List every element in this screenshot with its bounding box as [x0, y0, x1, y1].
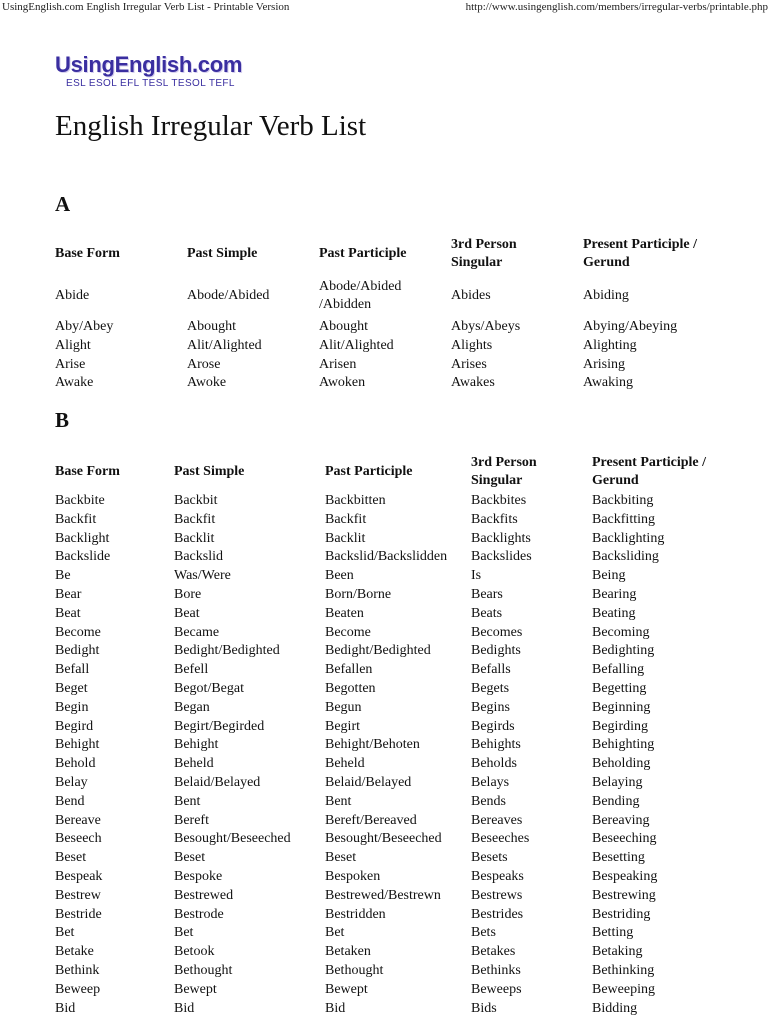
- cell-past-participle: Bedight/Bedighted: [325, 643, 431, 659]
- table-row: [55, 981, 723, 1000]
- cell-base-form: Begird: [55, 718, 94, 734]
- cell-past-simple: Backfit: [174, 511, 216, 527]
- column-header: 3rd Person Singular: [451, 237, 517, 270]
- table-row: [55, 274, 723, 318]
- table-row: [55, 924, 723, 943]
- cell-base-form: Backbite: [55, 493, 105, 508]
- cell-third-person: Besets: [471, 850, 508, 866]
- cell-third-person: Bethinks: [471, 962, 521, 978]
- section-heading-b: B: [55, 408, 70, 432]
- cell-base-form: Bestride: [55, 906, 102, 922]
- cell-present-participle: Bearing: [592, 586, 637, 602]
- cell-past-simple: Bet: [174, 925, 194, 941]
- cell-past-simple: Arose: [187, 356, 221, 372]
- cell-third-person: Abys/Abeys: [451, 319, 521, 334]
- cell-base-form: Behight: [55, 737, 100, 753]
- cell-base-form: Arise: [55, 356, 86, 372]
- column-header: Past Participle: [319, 246, 407, 261]
- table-row: [55, 906, 723, 925]
- cell-present-participle: Beseeching: [592, 831, 657, 847]
- table-row: [55, 736, 723, 755]
- cell-third-person: Arises: [451, 356, 487, 372]
- cell-third-person: Backlights: [471, 530, 531, 546]
- table-row: [55, 812, 723, 831]
- cell-third-person: Is: [471, 568, 482, 584]
- table-row: [55, 624, 723, 643]
- cell-past-simple: Besought/Beseeched: [174, 831, 291, 847]
- cell-present-participle: Beginning: [592, 699, 651, 715]
- cell-past-simple: Beheld: [174, 756, 214, 772]
- cell-base-form: Aby/Abey: [55, 319, 114, 334]
- cell-present-participle: Bestriding: [592, 906, 651, 922]
- cell-past-participle: Bet: [325, 925, 345, 941]
- cell-past-simple: Beset: [174, 850, 206, 866]
- cell-past-simple: Bethought: [174, 962, 233, 978]
- cell-base-form: Beat: [55, 605, 81, 621]
- cell-past-simple: Alit/Alighted: [187, 337, 262, 353]
- print-header-title: UsingEnglish.com English Irregular Verb List - Printable Version: [2, 1, 290, 13]
- cell-past-participle: Bestrewed/Bestrewn: [325, 887, 441, 903]
- cell-third-person: Begirds: [471, 718, 515, 734]
- cell-present-participle: Bespeaking: [592, 868, 658, 884]
- cell-third-person: Bestrides: [471, 906, 524, 922]
- cell-base-form: Beweep: [55, 981, 101, 997]
- cell-third-person: Bets: [471, 925, 496, 941]
- cell-present-participle: Backbiting: [592, 493, 654, 508]
- cell-base-form: Behold: [55, 756, 96, 772]
- cell-past-simple: Became: [174, 624, 220, 640]
- table-header-row: [55, 234, 723, 274]
- table-row: [55, 699, 723, 718]
- cell-past-simple: Bestrode: [174, 906, 224, 922]
- cell-third-person: Behights: [471, 737, 521, 753]
- table-row: [55, 774, 723, 793]
- cell-past-simple: Bestrewed: [174, 887, 234, 903]
- column-header: Past Simple: [187, 246, 258, 261]
- cell-base-form: Bethink: [55, 962, 100, 978]
- cell-base-form: Bear: [55, 586, 82, 602]
- cell-present-participle: Backfitting: [592, 511, 655, 527]
- cell-base-form: Backslide: [55, 549, 111, 565]
- cell-present-participle: Abiding: [583, 288, 629, 303]
- cell-third-person: Bereaves: [471, 812, 523, 828]
- cell-past-participle: Bespoken: [325, 868, 381, 884]
- table-row: [55, 830, 723, 849]
- cell-past-participle: Awoken: [319, 375, 366, 391]
- cell-past-simple: Bore: [174, 586, 202, 602]
- cell-past-simple: Begirt/Begirded: [174, 718, 265, 734]
- cell-present-participle: Begirding: [592, 718, 648, 734]
- cell-past-simple: Befell: [174, 662, 209, 678]
- column-header: Present Participle / Gerund: [592, 455, 707, 488]
- cell-present-participle: Betaking: [592, 944, 643, 960]
- cell-past-simple: Beat: [174, 605, 200, 621]
- cell-past-participle: Begun: [325, 699, 362, 715]
- print-header-url: http://www.usingenglish.com/members/irregular-verbs/printable.php: [465, 1, 768, 13]
- cell-past-participle: Become: [325, 624, 371, 640]
- cell-third-person: Bespeaks: [471, 868, 524, 884]
- cell-past-participle: Alit/Alighted: [319, 337, 394, 353]
- cell-present-participle: Befalling: [592, 662, 645, 678]
- cell-present-participle: Being: [592, 568, 626, 584]
- cell-third-person: Backbites: [471, 493, 527, 508]
- table-row: [55, 567, 723, 586]
- cell-past-participle: Begotten: [325, 680, 376, 696]
- cell-present-participle: Bidding: [592, 1000, 638, 1016]
- cell-base-form: Backlight: [55, 530, 110, 546]
- cell-base-form: Bid: [55, 1000, 76, 1016]
- cell-base-form: Begin: [55, 699, 89, 715]
- cell-present-participle: Backsliding: [592, 549, 659, 565]
- cell-third-person: Beseeches: [471, 831, 530, 847]
- cell-third-person: Begins: [471, 699, 510, 715]
- cell-past-participle: Beaten: [325, 605, 364, 621]
- cell-present-participle: Bedighting: [592, 643, 655, 659]
- column-header: Base Form: [55, 246, 120, 261]
- cell-past-participle: Abode/Abided /Abidden: [319, 279, 402, 312]
- table-row: [55, 962, 723, 981]
- cell-base-form: Bespeak: [55, 868, 103, 884]
- table-row: [55, 605, 723, 624]
- cell-third-person: Becomes: [471, 624, 523, 640]
- cell-third-person: Backfits: [471, 511, 518, 527]
- cell-third-person: Begets: [471, 680, 510, 696]
- table-row: [55, 318, 723, 337]
- cell-present-participle: Belaying: [592, 774, 643, 790]
- cell-third-person: Bends: [471, 793, 506, 809]
- cell-present-participle: Becoming: [592, 624, 650, 640]
- cell-present-participle: Abying/Abeying: [583, 319, 678, 334]
- table-row: [55, 586, 723, 605]
- cell-past-simple: Bereft: [174, 812, 209, 828]
- table-row: [55, 793, 723, 812]
- cell-past-simple: Began: [174, 699, 210, 715]
- cell-past-simple: Bedight/Bedighted: [174, 643, 280, 659]
- table-row: [55, 943, 723, 962]
- section-heading-a: A: [55, 192, 71, 216]
- table-row: [55, 680, 723, 699]
- cell-past-participle: Begirt: [325, 718, 360, 734]
- page-title: English Irregular Verb List: [55, 110, 367, 142]
- table-row: [55, 868, 723, 887]
- table-row: [55, 718, 723, 737]
- cell-past-participle: Arisen: [319, 356, 357, 372]
- table-row: [55, 755, 723, 774]
- cell-past-simple: Backslid: [174, 549, 223, 565]
- cell-present-participle: Behighting: [592, 737, 655, 753]
- cell-third-person: Alights: [451, 337, 493, 353]
- cell-past-participle: Besought/Beseeched: [325, 831, 442, 847]
- cell-past-simple: Abode/Abided: [187, 288, 270, 303]
- column-header: Present Participle / Gerund: [583, 237, 698, 270]
- cell-present-participle: Arising: [583, 356, 625, 372]
- cell-base-form: Awake: [55, 375, 94, 391]
- logo-wordmark: UsingEnglish.com: [55, 52, 243, 77]
- cell-base-form: Beseech: [55, 831, 102, 847]
- table-row: [55, 642, 723, 661]
- cell-third-person: Awakes: [451, 375, 495, 391]
- table-row: [55, 337, 723, 356]
- cell-past-simple: Behight: [174, 737, 219, 753]
- site-logo[interactable]: [55, 52, 242, 90]
- cell-present-participle: Awaking: [583, 375, 634, 391]
- cell-base-form: Bend: [55, 793, 85, 809]
- cell-past-participle: Beheld: [325, 756, 365, 772]
- cell-past-participle: Beset: [325, 850, 357, 866]
- cell-third-person: Betakes: [471, 944, 516, 960]
- cell-past-participle: Backfit: [325, 511, 367, 527]
- column-header: Past Participle: [325, 464, 413, 479]
- cell-past-participle: Bethought: [325, 962, 384, 978]
- table-row: [55, 374, 723, 393]
- cell-present-participle: Betting: [592, 925, 634, 941]
- cell-base-form: Abide: [55, 288, 90, 303]
- table-row: [55, 511, 723, 530]
- cell-past-simple: Betook: [174, 944, 215, 960]
- cell-third-person: Beweeps: [471, 981, 522, 997]
- logo-tagline: ESL ESOL EFL TESL TESOL TEFL: [66, 78, 235, 89]
- cell-present-participle: Bestrewing: [592, 887, 656, 903]
- cell-base-form: Bereave: [55, 812, 101, 828]
- cell-present-participle: Beating: [592, 605, 636, 621]
- cell-present-participle: Bethinking: [592, 962, 655, 978]
- cell-third-person: Befalls: [471, 662, 511, 678]
- cell-base-form: Bestrew: [55, 887, 101, 903]
- cell-past-participle: Backslid/Backslidden: [325, 549, 448, 565]
- cell-past-participle: Born/Borne: [325, 586, 392, 602]
- cell-third-person: Bears: [471, 586, 503, 602]
- cell-base-form: Bet: [55, 925, 75, 941]
- cell-base-form: Beset: [55, 850, 87, 866]
- table-row: [55, 356, 723, 375]
- cell-past-participle: Bereft/Bereaved: [325, 812, 417, 828]
- cell-past-simple: Awoke: [187, 375, 227, 391]
- cell-past-participle: Bid: [325, 1000, 346, 1016]
- table-row: [55, 661, 723, 680]
- cell-past-simple: Was/Were: [174, 568, 231, 584]
- cell-present-participle: Besetting: [592, 850, 645, 866]
- cell-base-form: Be: [55, 568, 71, 584]
- cell-past-simple: Bid: [174, 1000, 195, 1016]
- cell-past-participle: Befallen: [325, 662, 373, 678]
- cell-past-participle: Been: [325, 568, 354, 584]
- cell-base-form: Betake: [55, 944, 94, 960]
- cell-third-person: Bids: [471, 1000, 497, 1016]
- column-header: Base Form: [55, 464, 120, 479]
- cell-past-simple: Backbit: [174, 493, 218, 508]
- table-row: [55, 548, 723, 567]
- cell-past-participle: Abought: [319, 319, 368, 334]
- cell-present-participle: Bending: [592, 793, 640, 809]
- cell-past-simple: Bewept: [174, 981, 217, 997]
- cell-present-participle: Begetting: [592, 680, 647, 696]
- verb-table-b-body: [55, 492, 723, 1018]
- cell-third-person: Bestrews: [471, 887, 523, 903]
- table-row: [55, 530, 723, 549]
- cell-base-form: Befall: [55, 662, 90, 678]
- cell-base-form: Become: [55, 624, 101, 640]
- verb-table-b: [55, 452, 723, 1018]
- print-header: [0, 0, 768, 14]
- cell-base-form: Belay: [55, 774, 88, 790]
- cell-base-form: Beget: [55, 680, 88, 696]
- cell-past-participle: Belaid/Belayed: [325, 774, 412, 790]
- cell-past-simple: Bespoke: [174, 868, 223, 884]
- cell-past-participle: Backbitten: [325, 493, 386, 508]
- cell-third-person: Backslides: [471, 549, 532, 565]
- table-row: [55, 1000, 723, 1019]
- cell-base-form: Alight: [55, 337, 91, 353]
- cell-present-participle: Alighting: [583, 337, 637, 353]
- cell-past-participle: Behight/Behoten: [325, 737, 420, 753]
- table-header-row: [55, 452, 723, 492]
- cell-third-person: Belays: [471, 774, 510, 790]
- cell-present-participle: Bereaving: [592, 812, 650, 828]
- table-row: [55, 849, 723, 868]
- cell-past-participle: Bestridden: [325, 906, 386, 922]
- cell-past-participle: Backlit: [325, 530, 366, 546]
- cell-present-participle: Beholding: [592, 756, 651, 772]
- table-row: [55, 492, 723, 511]
- cell-base-form: Backfit: [55, 511, 97, 527]
- cell-third-person: Abides: [451, 288, 491, 303]
- cell-base-form: Bedight: [55, 643, 100, 659]
- cell-third-person: Beats: [471, 605, 503, 621]
- cell-past-participle: Bewept: [325, 981, 368, 997]
- cell-past-simple: Backlit: [174, 530, 215, 546]
- column-header: 3rd Person Singular: [471, 455, 537, 488]
- table-row: [55, 887, 723, 906]
- cell-present-participle: Backlighting: [592, 530, 665, 546]
- cell-past-participle: Bent: [325, 793, 352, 809]
- cell-past-participle: Betaken: [325, 944, 371, 960]
- verb-table-a: [55, 234, 723, 393]
- cell-third-person: Beholds: [471, 756, 517, 772]
- cell-past-simple: Abought: [187, 319, 236, 334]
- column-header: Past Simple: [174, 464, 245, 479]
- cell-present-participle: Beweeping: [592, 981, 655, 997]
- cell-third-person: Bedights: [471, 643, 521, 659]
- cell-past-simple: Belaid/Belayed: [174, 774, 261, 790]
- cell-past-simple: Begot/Begat: [174, 680, 244, 696]
- cell-past-simple: Bent: [174, 793, 201, 809]
